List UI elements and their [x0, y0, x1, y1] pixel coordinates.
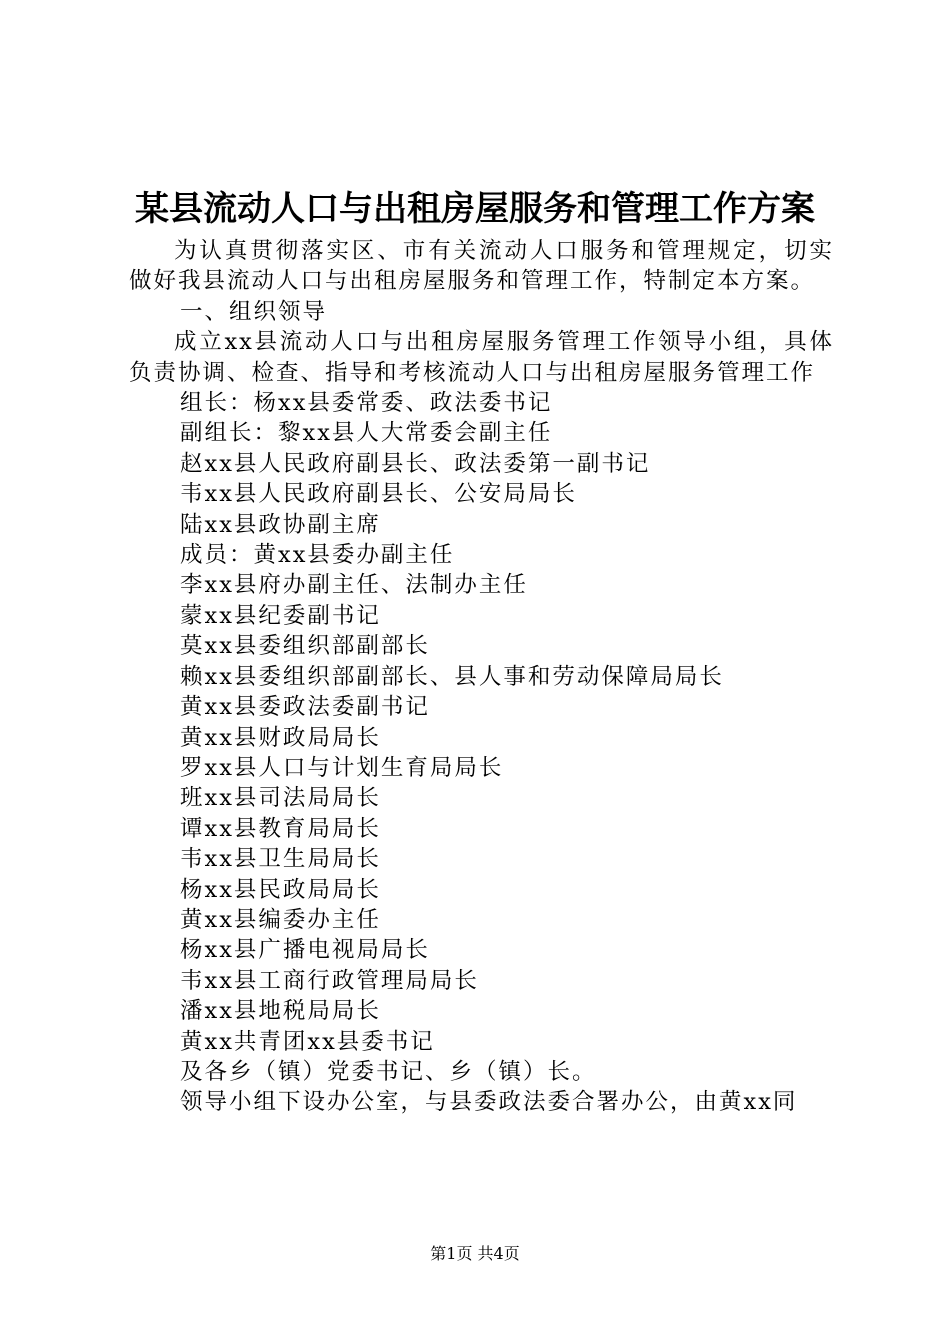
member-line: 成员：黄xx县委办副主任 [180, 542, 455, 569]
member-line: 黄xx县编委办主任 [180, 906, 381, 933]
member-line: 黄xx共青团xx县委书记 [180, 1028, 435, 1055]
member-line: 杨xx县民政局局长 [180, 876, 381, 903]
member-line: 莫xx县委组织部副部长 [180, 633, 430, 660]
member-line: 组长：杨xx县委常委、政法委书记 [180, 390, 553, 417]
member-line: 班xx县司法局局长 [180, 785, 381, 812]
intro-paragraph: 为认真贯彻落实区、市有关流动人口服务和管理规定，切实做好我县流动人口与出租房屋服务和管理工作，特制定本方案。 [129, 238, 834, 295]
member-line: 蒙xx县纪委副书记 [180, 602, 381, 629]
member-line: 领导小组下设办公室，与县委政法委合署办公，由黄xx同 [180, 1089, 798, 1116]
page-footer: 第1页 共4页 [430, 1244, 520, 1263]
member-line: 韦xx县卫生局局长 [180, 846, 381, 873]
member-line: 陆xx县政协副主席 [180, 511, 381, 538]
member-line: 李xx县府办副主任、法制办主任 [180, 572, 528, 599]
member-line: 谭xx县教育局局长 [180, 815, 381, 842]
member-line: 黄xx县财政局局长 [180, 724, 381, 751]
member-list [129, 388, 834, 1118]
section-heading: 一、组织领导 [180, 298, 328, 325]
document-body [129, 236, 834, 1118]
member-line: 赖xx县委组织部副部长、县人事和劳动保障局局长 [180, 663, 724, 690]
member-line: 黄xx县委政法委副书记 [180, 694, 430, 721]
member-line: 潘xx县地税局局长 [180, 998, 381, 1025]
member-line: 副组长：黎xx县人大常委会副主任 [180, 420, 553, 447]
member-line: 杨xx县广播电视局局长 [180, 937, 430, 964]
member-line: 韦xx县工商行政管理局局长 [180, 967, 479, 994]
member-line: 罗xx县人口与计划生育局局长 [180, 754, 504, 781]
document-title: 某县流动人口与出租房屋服务和管理工作方案 [135, 189, 815, 229]
section-paragraph: 成立xx县流动人口与出租房屋服务管理工作领导小组，具体负责协调、检查、指导和考核流动人口与出租房屋服务管理工作 [129, 329, 834, 386]
member-line: 韦xx县人民政府副县长、公安局局长 [180, 481, 577, 508]
member-line: 赵xx县人民政府副县长、政法委第一副书记 [180, 450, 651, 477]
member-line: 及各乡（镇）党委书记、乡（镇）长。 [180, 1058, 597, 1085]
